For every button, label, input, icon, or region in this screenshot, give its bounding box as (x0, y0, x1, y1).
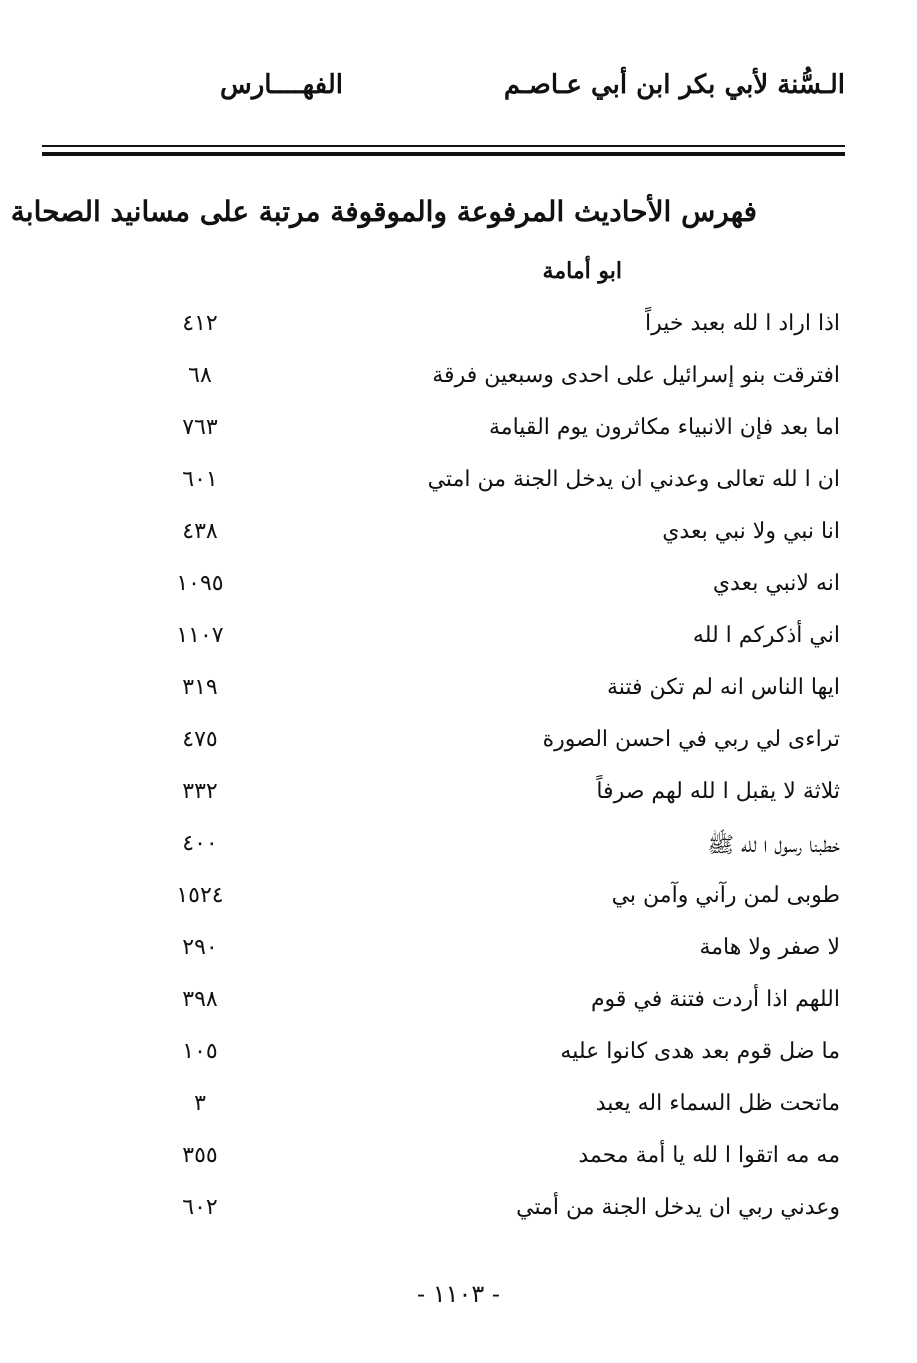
index-title: فهرس الأحاديث المرفوعة والموقوفة مرتبة على مسانيد الصحابة (10, 195, 757, 228)
hadith-number: ٤١٢ (182, 311, 218, 336)
hadith-number: ٣٩٨ (182, 987, 218, 1012)
hadith-text: وعدني ربي ان يدخل الجنة من أمتي (516, 1195, 840, 1220)
section-title: الفهــــارس (220, 70, 343, 100)
hadith-number: ٦٠١ (182, 467, 218, 492)
index-entry (150, 983, 840, 1035)
index-entry (150, 567, 840, 619)
hadith-number: ٣٥٥ (182, 1143, 218, 1168)
hadith-text: لا صفر ولا هامة (699, 935, 840, 960)
hadith-number: ٢٩٠ (182, 935, 218, 960)
hadith-number: ٣٣٢ (182, 779, 218, 804)
index-entry (150, 619, 840, 671)
index-entry (150, 411, 840, 463)
hadith-number: ٦٠٢ (182, 1195, 218, 1220)
index-entry (150, 359, 840, 411)
hadith-number: ٧٦٣ (182, 415, 218, 440)
index-entry (150, 307, 840, 359)
hadith-number: ١٠٥ (182, 1039, 218, 1064)
hadith-text: ثلاثة لا يقبل ا لله لهم صرفاً (596, 779, 840, 804)
index-entry (150, 775, 840, 827)
hadith-text: ماتحت ظل السماء اله يعبد (595, 1091, 840, 1116)
hadith-number: ١٠٩٥ (176, 571, 224, 596)
page-number: - ١١٠٣ - (416, 1280, 501, 1308)
index-entry (150, 931, 840, 983)
hadith-text: اذا اراد ا لله بعبد خيراً (645, 311, 840, 336)
hadith-text: اني أذكركم ا لله (692, 623, 840, 648)
index-entry (150, 1035, 840, 1087)
index-entry (150, 463, 840, 515)
index-entry (150, 1139, 840, 1191)
index-entry (150, 1191, 840, 1243)
book-title: الـسُّنة لأبي بكر ابن أبي عـاصـم (503, 70, 845, 100)
index-entry (150, 879, 840, 931)
hadith-text: ما ضل قوم بعد هدى كانوا عليه (560, 1039, 840, 1064)
hadith-text: اللهم اذا أردت فتنة في قوم (590, 987, 840, 1012)
hadith-text: طوبى لمن رآني وآمن بي (611, 883, 840, 908)
hadith-text: مه مه اتقوا ا لله يا أمة محمد (578, 1143, 840, 1168)
running-header (40, 70, 845, 120)
companion-heading: ابو أمامة (542, 258, 622, 284)
header-rule-thick (42, 152, 845, 156)
index-entry (150, 671, 840, 723)
hadith-number: ١١٠٧ (176, 623, 224, 648)
hadith-number: ٤٧٥ (182, 727, 218, 752)
hadith-text: انا نبي ولا نبي بعدي (662, 519, 840, 544)
hadith-text: انه لانبي بعدي (712, 571, 840, 596)
hadith-number: ١٥٢٤ (176, 883, 224, 908)
hadith-number: ٤٣٨ (182, 519, 218, 544)
index-entry (150, 515, 840, 567)
index-entries (150, 307, 840, 1243)
hadith-text: ان ا لله تعالى وعدني ان يدخل الجنة من امتي (427, 467, 840, 492)
index-entry (150, 1087, 840, 1139)
hadith-number: ٤٠٠ (182, 831, 218, 856)
hadith-text: ايها الناس انه لم تكن فتنة (606, 675, 840, 700)
hadith-text: افترقت بنو إسرائيل على احدى وسبعين فرقة (432, 363, 840, 388)
index-entry (150, 723, 840, 775)
hadith-number: ٣١٩ (182, 675, 218, 700)
hadith-text: خطبنا رسول ا لله ﷺ (707, 833, 840, 858)
header-rule-thin (42, 145, 845, 147)
hadith-number: ٣ (194, 1091, 206, 1116)
index-entry (150, 827, 840, 879)
hadith-text: تراءى لي ربي في احسن الصورة (542, 727, 840, 752)
hadith-number: ٦٨ (188, 363, 212, 388)
hadith-text: اما بعد فإن الانبياء مكاثرون يوم القيامة (489, 415, 840, 440)
